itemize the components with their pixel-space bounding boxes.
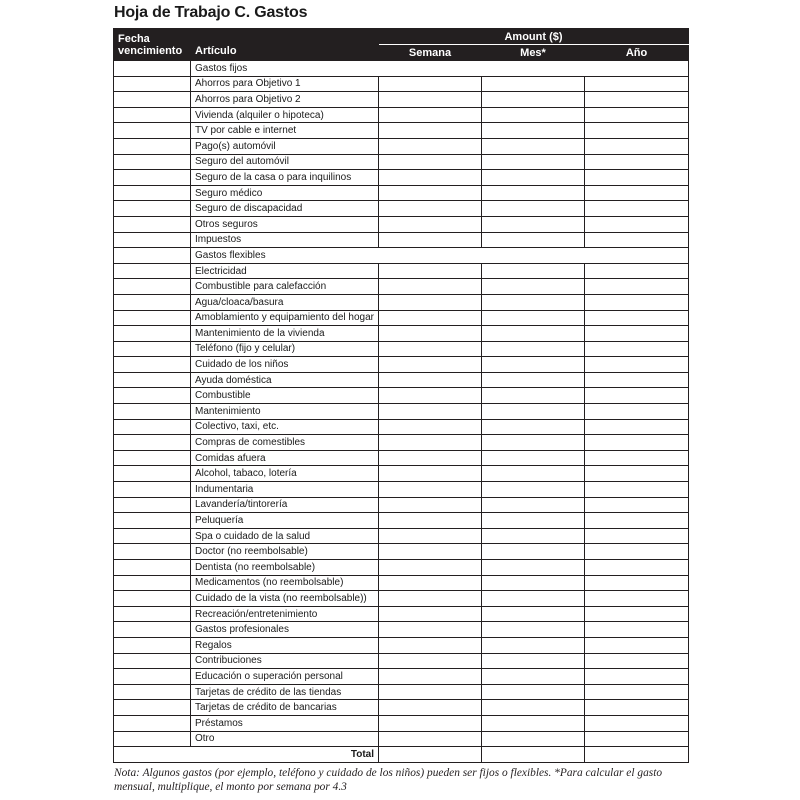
table-row bbox=[114, 154, 689, 170]
year-amount-cell[interactable] bbox=[585, 653, 689, 669]
table-row bbox=[114, 138, 689, 154]
year-amount-cell[interactable] bbox=[585, 326, 689, 342]
week-amount-cell[interactable] bbox=[379, 170, 482, 186]
year-amount-cell[interactable] bbox=[585, 388, 689, 404]
table-row bbox=[114, 575, 689, 591]
week-amount-cell[interactable] bbox=[379, 466, 482, 482]
item-label: Otros seguros bbox=[191, 216, 379, 232]
due-date-cell[interactable] bbox=[114, 294, 191, 310]
week-amount-cell[interactable] bbox=[379, 357, 482, 373]
due-date-cell[interactable] bbox=[114, 154, 191, 170]
year-total-cell[interactable] bbox=[585, 747, 689, 763]
week-amount-cell[interactable] bbox=[379, 388, 482, 404]
week-amount-cell[interactable] bbox=[379, 513, 482, 529]
table-row bbox=[114, 606, 689, 622]
due-date-cell[interactable] bbox=[114, 637, 191, 653]
header-due-date: Fecha vencimiento bbox=[114, 29, 191, 61]
year-amount-cell[interactable] bbox=[585, 279, 689, 295]
due-date-cell[interactable] bbox=[114, 310, 191, 326]
month-amount-cell[interactable] bbox=[482, 419, 585, 435]
week-amount-cell[interactable] bbox=[379, 560, 482, 576]
week-amount-cell[interactable] bbox=[379, 185, 482, 201]
due-date-cell[interactable] bbox=[114, 591, 191, 607]
table-row bbox=[114, 560, 689, 576]
month-amount-cell[interactable] bbox=[482, 185, 585, 201]
item-label: Indumentaria bbox=[191, 482, 379, 498]
item-label: Mantenimiento de la vivienda bbox=[191, 326, 379, 342]
item-label: Combustible bbox=[191, 388, 379, 404]
month-amount-cell[interactable] bbox=[482, 263, 585, 279]
month-amount-cell[interactable] bbox=[482, 357, 585, 373]
year-amount-cell[interactable] bbox=[585, 123, 689, 139]
item-label: Amoblamiento y equipamiento del hogar bbox=[191, 310, 379, 326]
table-row bbox=[114, 263, 689, 279]
year-amount-cell[interactable] bbox=[585, 466, 689, 482]
month-amount-cell[interactable] bbox=[482, 653, 585, 669]
table-row bbox=[114, 715, 689, 731]
due-date-cell[interactable] bbox=[114, 419, 191, 435]
table-row bbox=[114, 466, 689, 482]
item-label: Contribuciones bbox=[191, 653, 379, 669]
month-amount-cell[interactable] bbox=[482, 216, 585, 232]
year-amount-cell[interactable] bbox=[585, 138, 689, 154]
week-amount-cell[interactable] bbox=[379, 482, 482, 498]
year-amount-cell[interactable] bbox=[585, 637, 689, 653]
year-amount-cell[interactable] bbox=[585, 263, 689, 279]
due-date-cell[interactable] bbox=[114, 341, 191, 357]
year-amount-cell[interactable] bbox=[585, 404, 689, 420]
week-amount-cell[interactable] bbox=[379, 76, 482, 92]
item-label: Compras de comestibles bbox=[191, 435, 379, 451]
month-amount-cell[interactable] bbox=[482, 372, 585, 388]
table-row bbox=[114, 637, 689, 653]
week-amount-cell[interactable] bbox=[379, 341, 482, 357]
table-row bbox=[114, 622, 689, 638]
month-amount-cell[interactable] bbox=[482, 154, 585, 170]
month-amount-cell[interactable] bbox=[482, 497, 585, 513]
year-amount-cell[interactable] bbox=[585, 591, 689, 607]
header-amount: Amount ($) bbox=[379, 29, 689, 45]
table-row bbox=[114, 92, 689, 108]
year-amount-cell[interactable] bbox=[585, 76, 689, 92]
year-amount-cell[interactable] bbox=[585, 731, 689, 747]
item-label: Peluquería bbox=[191, 513, 379, 529]
table-row bbox=[114, 482, 689, 498]
week-amount-cell[interactable] bbox=[379, 138, 482, 154]
year-amount-cell[interactable] bbox=[585, 435, 689, 451]
item-label: Vivienda (alquiler o hipoteca) bbox=[191, 107, 379, 123]
table-row bbox=[114, 684, 689, 700]
due-date-cell[interactable] bbox=[114, 92, 191, 108]
week-amount-cell[interactable] bbox=[379, 591, 482, 607]
due-date-cell[interactable] bbox=[114, 404, 191, 420]
month-amount-cell[interactable] bbox=[482, 326, 585, 342]
table-row bbox=[114, 201, 689, 217]
week-amount-cell[interactable] bbox=[379, 606, 482, 622]
section-label: Gastos flexibles bbox=[191, 248, 689, 264]
week-amount-cell[interactable] bbox=[379, 450, 482, 466]
due-date-cell[interactable] bbox=[114, 170, 191, 186]
due-date-cell[interactable] bbox=[114, 107, 191, 123]
item-label: Seguro de la casa o para inquilinos bbox=[191, 170, 379, 186]
worksheet-title: Hoja de Trabajo C. Gastos bbox=[114, 4, 308, 21]
due-date-cell[interactable] bbox=[114, 669, 191, 685]
month-amount-cell[interactable] bbox=[482, 435, 585, 451]
table-row bbox=[114, 528, 689, 544]
item-label: Comidas afuera bbox=[191, 450, 379, 466]
year-amount-cell[interactable] bbox=[585, 170, 689, 186]
week-amount-cell[interactable] bbox=[379, 107, 482, 123]
month-amount-cell[interactable] bbox=[482, 138, 585, 154]
table-row bbox=[114, 450, 689, 466]
total-label: Total bbox=[114, 747, 379, 763]
item-label: TV por cable e internet bbox=[191, 123, 379, 139]
table-row bbox=[114, 107, 689, 123]
week-amount-cell[interactable] bbox=[379, 700, 482, 716]
year-amount-cell[interactable] bbox=[585, 372, 689, 388]
item-label: Tarjetas de crédito de las tiendas bbox=[191, 684, 379, 700]
year-amount-cell[interactable] bbox=[585, 528, 689, 544]
due-date-cell[interactable] bbox=[114, 76, 191, 92]
week-amount-cell[interactable] bbox=[379, 435, 482, 451]
month-amount-cell[interactable] bbox=[482, 684, 585, 700]
header-week: Semana bbox=[379, 45, 482, 61]
due-date-cell[interactable] bbox=[114, 606, 191, 622]
item-label: Electricidad bbox=[191, 263, 379, 279]
due-date-cell[interactable] bbox=[114, 622, 191, 638]
month-amount-cell[interactable] bbox=[482, 622, 585, 638]
table-row bbox=[114, 419, 689, 435]
week-amount-cell[interactable] bbox=[379, 326, 482, 342]
section-label: Gastos fijos bbox=[191, 61, 689, 77]
header-item: Artículo bbox=[191, 29, 379, 61]
table-row bbox=[114, 372, 689, 388]
month-total-cell[interactable] bbox=[482, 747, 585, 763]
due-date-cell[interactable] bbox=[114, 653, 191, 669]
year-amount-cell[interactable] bbox=[585, 575, 689, 591]
item-label: Cuidado de los niños bbox=[191, 357, 379, 373]
due-date-cell[interactable] bbox=[114, 61, 191, 77]
due-date-cell[interactable] bbox=[114, 715, 191, 731]
week-amount-cell[interactable] bbox=[379, 404, 482, 420]
month-amount-cell[interactable] bbox=[482, 123, 585, 139]
item-label: Gastos profesionales bbox=[191, 622, 379, 638]
due-date-cell[interactable] bbox=[114, 435, 191, 451]
due-date-cell[interactable] bbox=[114, 216, 191, 232]
table-row bbox=[114, 653, 689, 669]
year-amount-cell[interactable] bbox=[585, 294, 689, 310]
due-date-cell[interactable] bbox=[114, 232, 191, 248]
week-amount-cell[interactable] bbox=[379, 154, 482, 170]
due-date-cell[interactable] bbox=[114, 544, 191, 560]
month-amount-cell[interactable] bbox=[482, 232, 585, 248]
year-amount-cell[interactable] bbox=[585, 544, 689, 560]
year-amount-cell[interactable] bbox=[585, 419, 689, 435]
item-label: Préstamos bbox=[191, 715, 379, 731]
year-amount-cell[interactable] bbox=[585, 92, 689, 108]
month-amount-cell[interactable] bbox=[482, 606, 585, 622]
week-amount-cell[interactable] bbox=[379, 294, 482, 310]
table-row bbox=[114, 170, 689, 186]
year-amount-cell[interactable] bbox=[585, 232, 689, 248]
year-amount-cell[interactable] bbox=[585, 622, 689, 638]
week-amount-cell[interactable] bbox=[379, 622, 482, 638]
month-amount-cell[interactable] bbox=[482, 637, 585, 653]
week-amount-cell[interactable] bbox=[379, 528, 482, 544]
item-label: Pago(s) automóvil bbox=[191, 138, 379, 154]
month-amount-cell[interactable] bbox=[482, 294, 585, 310]
item-label: Regalos bbox=[191, 637, 379, 653]
table-row bbox=[114, 279, 689, 295]
item-label: Teléfono (fijo y celular) bbox=[191, 341, 379, 357]
due-date-cell[interactable] bbox=[114, 185, 191, 201]
year-amount-cell[interactable] bbox=[585, 357, 689, 373]
year-amount-cell[interactable] bbox=[585, 310, 689, 326]
item-label: Educación o superación personal bbox=[191, 669, 379, 685]
month-amount-cell[interactable] bbox=[482, 715, 585, 731]
week-amount-cell[interactable] bbox=[379, 715, 482, 731]
month-amount-cell[interactable] bbox=[482, 544, 585, 560]
due-date-cell[interactable] bbox=[114, 684, 191, 700]
table-row bbox=[114, 216, 689, 232]
due-date-cell[interactable] bbox=[114, 450, 191, 466]
due-date-cell[interactable] bbox=[114, 700, 191, 716]
table-row bbox=[114, 341, 689, 357]
month-amount-cell[interactable] bbox=[482, 404, 585, 420]
item-label: Alcohol, tabaco, lotería bbox=[191, 466, 379, 482]
month-amount-cell[interactable] bbox=[482, 341, 585, 357]
due-date-cell[interactable] bbox=[114, 138, 191, 154]
month-amount-cell[interactable] bbox=[482, 466, 585, 482]
month-amount-cell[interactable] bbox=[482, 107, 585, 123]
week-amount-cell[interactable] bbox=[379, 279, 482, 295]
year-amount-cell[interactable] bbox=[585, 185, 689, 201]
header-year: Año bbox=[585, 45, 689, 61]
year-amount-cell[interactable] bbox=[585, 154, 689, 170]
item-label: Combustible para calefacción bbox=[191, 279, 379, 295]
year-amount-cell[interactable] bbox=[585, 482, 689, 498]
item-label: Seguro del automóvil bbox=[191, 154, 379, 170]
due-date-cell[interactable] bbox=[114, 497, 191, 513]
item-label: Ahorros para Objetivo 1 bbox=[191, 76, 379, 92]
table-header bbox=[114, 29, 689, 61]
due-date-cell[interactable] bbox=[114, 575, 191, 591]
week-total-cell[interactable] bbox=[379, 747, 482, 763]
table-row bbox=[114, 435, 689, 451]
section-header-row bbox=[114, 61, 689, 77]
year-amount-cell[interactable] bbox=[585, 560, 689, 576]
month-amount-cell[interactable] bbox=[482, 575, 585, 591]
week-amount-cell[interactable] bbox=[379, 544, 482, 560]
month-amount-cell[interactable] bbox=[482, 669, 585, 685]
item-label: Seguro de discapacidad bbox=[191, 201, 379, 217]
due-date-cell[interactable] bbox=[114, 528, 191, 544]
item-label: Doctor (no reembolsable) bbox=[191, 544, 379, 560]
due-date-cell[interactable] bbox=[114, 560, 191, 576]
due-date-cell[interactable] bbox=[114, 357, 191, 373]
item-label: Otro bbox=[191, 731, 379, 747]
week-amount-cell[interactable] bbox=[379, 123, 482, 139]
table-row bbox=[114, 185, 689, 201]
week-amount-cell[interactable] bbox=[379, 310, 482, 326]
week-amount-cell[interactable] bbox=[379, 575, 482, 591]
due-date-cell[interactable] bbox=[114, 201, 191, 217]
month-amount-cell[interactable] bbox=[482, 279, 585, 295]
due-date-cell[interactable] bbox=[114, 248, 191, 264]
month-amount-cell[interactable] bbox=[482, 388, 585, 404]
due-date-cell[interactable] bbox=[114, 372, 191, 388]
item-label: Colectivo, taxi, etc. bbox=[191, 419, 379, 435]
total-row bbox=[114, 747, 689, 763]
week-amount-cell[interactable] bbox=[379, 497, 482, 513]
month-amount-cell[interactable] bbox=[482, 731, 585, 747]
year-amount-cell[interactable] bbox=[585, 107, 689, 123]
table-row bbox=[114, 544, 689, 560]
week-amount-cell[interactable] bbox=[379, 263, 482, 279]
item-label: Ahorros para Objetivo 2 bbox=[191, 92, 379, 108]
table-row bbox=[114, 731, 689, 747]
table-row bbox=[114, 700, 689, 716]
due-date-cell[interactable] bbox=[114, 513, 191, 529]
year-amount-cell[interactable] bbox=[585, 216, 689, 232]
due-date-cell[interactable] bbox=[114, 482, 191, 498]
week-amount-cell[interactable] bbox=[379, 92, 482, 108]
week-amount-cell[interactable] bbox=[379, 232, 482, 248]
item-label: Agua/cloaca/basura bbox=[191, 294, 379, 310]
due-date-cell[interactable] bbox=[114, 326, 191, 342]
table-row bbox=[114, 310, 689, 326]
month-amount-cell[interactable] bbox=[482, 76, 585, 92]
year-amount-cell[interactable] bbox=[585, 201, 689, 217]
due-date-cell[interactable] bbox=[114, 731, 191, 747]
week-amount-cell[interactable] bbox=[379, 731, 482, 747]
month-amount-cell[interactable] bbox=[482, 170, 585, 186]
table-row bbox=[114, 294, 689, 310]
month-amount-cell[interactable] bbox=[482, 310, 585, 326]
table-row bbox=[114, 326, 689, 342]
item-label: Impuestos bbox=[191, 232, 379, 248]
year-amount-cell[interactable] bbox=[585, 700, 689, 716]
table-row bbox=[114, 404, 689, 420]
year-amount-cell[interactable] bbox=[585, 606, 689, 622]
item-label: Spa o cuidado de la salud bbox=[191, 528, 379, 544]
table-row bbox=[114, 388, 689, 404]
due-date-cell[interactable] bbox=[114, 279, 191, 295]
table-row bbox=[114, 591, 689, 607]
year-amount-cell[interactable] bbox=[585, 497, 689, 513]
month-amount-cell[interactable] bbox=[482, 513, 585, 529]
table-body bbox=[114, 61, 689, 763]
month-amount-cell[interactable] bbox=[482, 700, 585, 716]
month-amount-cell[interactable] bbox=[482, 591, 585, 607]
table-row bbox=[114, 513, 689, 529]
year-amount-cell[interactable] bbox=[585, 513, 689, 529]
month-amount-cell[interactable] bbox=[482, 92, 585, 108]
expenses-table bbox=[113, 28, 689, 763]
table-row bbox=[114, 76, 689, 92]
item-label: Cuidado de la vista (no reembolsable)) bbox=[191, 591, 379, 607]
month-amount-cell[interactable] bbox=[482, 201, 585, 217]
table-row bbox=[114, 669, 689, 685]
week-amount-cell[interactable] bbox=[379, 637, 482, 653]
week-amount-cell[interactable] bbox=[379, 419, 482, 435]
item-label: Lavandería/tintorería bbox=[191, 497, 379, 513]
item-label: Tarjetas de crédito de bancarias bbox=[191, 700, 379, 716]
year-amount-cell[interactable] bbox=[585, 684, 689, 700]
item-label: Seguro médico bbox=[191, 185, 379, 201]
week-amount-cell[interactable] bbox=[379, 201, 482, 217]
table-row bbox=[114, 497, 689, 513]
item-label: Medicamentos (no reembolsable) bbox=[191, 575, 379, 591]
month-amount-cell[interactable] bbox=[482, 482, 585, 498]
table-row bbox=[114, 123, 689, 139]
item-label: Dentista (no reembolsable) bbox=[191, 560, 379, 576]
month-amount-cell[interactable] bbox=[482, 450, 585, 466]
year-amount-cell[interactable] bbox=[585, 669, 689, 685]
item-label: Recreación/entretenimiento bbox=[191, 606, 379, 622]
table-row bbox=[114, 232, 689, 248]
header-month: Mes* bbox=[482, 45, 585, 61]
due-date-cell[interactable] bbox=[114, 388, 191, 404]
week-amount-cell[interactable] bbox=[379, 653, 482, 669]
item-label: Mantenimiento bbox=[191, 404, 379, 420]
week-amount-cell[interactable] bbox=[379, 669, 482, 685]
section-header-row bbox=[114, 248, 689, 264]
due-date-cell[interactable] bbox=[114, 263, 191, 279]
due-date-cell[interactable] bbox=[114, 466, 191, 482]
footnote: Nota: Algunos gastos (por ejemplo, teléfono y cuidado de los niños) pueden ser fijos o flexibles. *Para calcular el gasto mensual, multiplique, el monto por semana por 4.3 bbox=[114, 767, 663, 793]
year-amount-cell[interactable] bbox=[585, 450, 689, 466]
table-row bbox=[114, 357, 689, 373]
year-amount-cell[interactable] bbox=[585, 715, 689, 731]
week-amount-cell[interactable] bbox=[379, 684, 482, 700]
month-amount-cell[interactable] bbox=[482, 528, 585, 544]
item-label: Ayuda doméstica bbox=[191, 372, 379, 388]
week-amount-cell[interactable] bbox=[379, 372, 482, 388]
year-amount-cell[interactable] bbox=[585, 341, 689, 357]
week-amount-cell[interactable] bbox=[379, 216, 482, 232]
month-amount-cell[interactable] bbox=[482, 560, 585, 576]
due-date-cell[interactable] bbox=[114, 123, 191, 139]
